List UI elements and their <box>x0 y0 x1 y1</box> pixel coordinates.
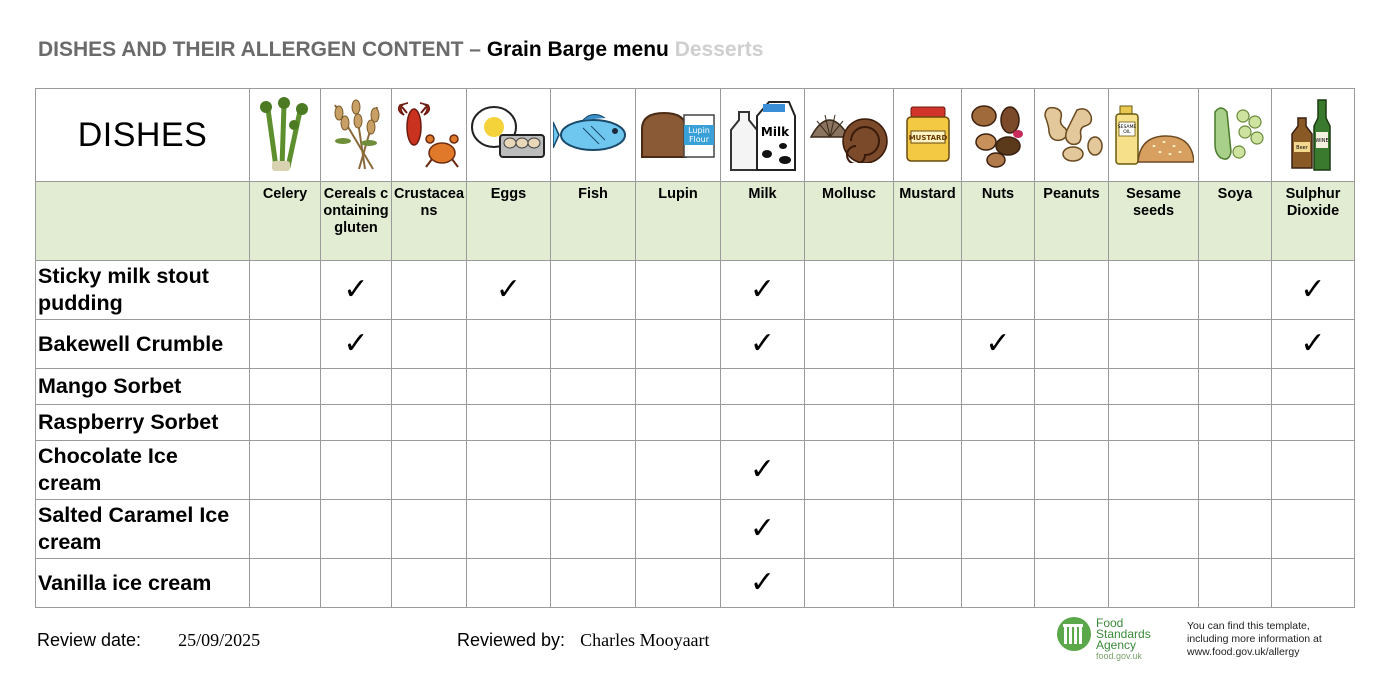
dish-name: Salted Caramel Ice cream <box>36 500 250 559</box>
allergen-cell <box>1272 320 1355 369</box>
allergen-cell <box>636 369 721 405</box>
check-icon: ✓ <box>749 565 776 600</box>
allergen-cell <box>805 441 894 500</box>
allergen-cell <box>467 559 551 608</box>
allergen-cell <box>467 320 551 369</box>
allergen-cell <box>1035 559 1109 608</box>
template-note <box>1187 620 1357 659</box>
allergen-icon-cell <box>636 89 721 182</box>
allergen-label: Milk <box>721 182 805 261</box>
label-row-spacer <box>36 182 250 261</box>
svg-text:Milk: Milk <box>760 125 789 139</box>
allergen-cell <box>1272 405 1355 441</box>
allergen-cell <box>1035 369 1109 405</box>
allergen-cell <box>721 261 805 320</box>
allergen-cell <box>1199 441 1272 500</box>
crustaceans-icon <box>392 97 466 173</box>
allergen-cell <box>721 559 805 608</box>
allergen-cell <box>1199 405 1272 441</box>
allergen-label: Cereals containing gluten <box>321 182 392 261</box>
allergen-cell <box>1109 261 1199 320</box>
allergen-cell <box>1109 500 1199 559</box>
check-icon: ✓ <box>749 272 776 307</box>
table-row <box>36 559 1355 608</box>
allergen-cell <box>1272 500 1355 559</box>
allergen-cell <box>1109 405 1199 441</box>
allergen-label: Mustard <box>894 182 962 261</box>
allergen-cell <box>1035 405 1109 441</box>
allergen-cell <box>551 369 636 405</box>
sulphur-dioxide-icon <box>1272 98 1354 172</box>
allergen-cell <box>636 320 721 369</box>
allergen-cell <box>1272 441 1355 500</box>
review-date-label: Review date: <box>37 630 142 650</box>
allergen-cell <box>894 559 962 608</box>
allergen-cell <box>392 559 467 608</box>
allergen-cell <box>321 369 392 405</box>
allergen-cell <box>551 441 636 500</box>
allergen-cell <box>551 559 636 608</box>
allergen-cell <box>392 441 467 500</box>
allergen-cell <box>1199 369 1272 405</box>
allergen-cell <box>321 441 392 500</box>
svg-text:WINE: WINE <box>1315 138 1329 144</box>
check-icon: ✓ <box>343 326 369 361</box>
allergen-cell <box>962 405 1035 441</box>
review-date-value: 25/09/2025 <box>178 630 261 650</box>
fsa-emblem-icon <box>1056 616 1092 656</box>
check-icon: ✓ <box>343 272 369 307</box>
allergen-cell <box>636 441 721 500</box>
allergen-cell <box>1272 369 1355 405</box>
peanuts-icon <box>1035 102 1108 168</box>
celery-icon <box>250 95 320 175</box>
allergen-cell <box>1109 559 1199 608</box>
allergen-cell <box>894 441 962 500</box>
svg-text:Flour: Flour <box>688 135 710 144</box>
soya-icon <box>1199 102 1271 168</box>
allergen-cell <box>1199 559 1272 608</box>
allergen-cell <box>1199 320 1272 369</box>
reviewed-by <box>457 630 710 651</box>
allergen-cell <box>894 261 962 320</box>
review-date <box>37 630 260 651</box>
allergen-cell <box>894 500 962 559</box>
allergen-icon-cell <box>1035 89 1109 182</box>
svg-text:SESAME: SESAME <box>1117 125 1136 130</box>
allergen-cell <box>636 559 721 608</box>
allergen-cell <box>1272 261 1355 320</box>
allergen-cell <box>962 320 1035 369</box>
allergen-table <box>35 88 1355 608</box>
allergen-label: Sesame seeds <box>1109 182 1199 261</box>
allergen-cell <box>551 500 636 559</box>
allergen-cell <box>321 405 392 441</box>
fsa-wordmark <box>1096 618 1151 662</box>
allergen-cell <box>392 320 467 369</box>
allergen-cell <box>721 500 805 559</box>
allergen-cell <box>962 261 1035 320</box>
svg-text:MUSTARD: MUSTARD <box>908 134 947 142</box>
allergen-cell <box>321 500 392 559</box>
dish-name: Chocolate Ice cream <box>36 441 250 500</box>
allergen-cell <box>467 441 551 500</box>
allergen-cell <box>1035 261 1109 320</box>
allergen-label: Crustaceans <box>392 182 467 261</box>
fsa-line-2: Standards <box>1096 627 1151 641</box>
dish-name: Sticky milk stout pudding <box>36 261 250 320</box>
allergen-cell <box>1035 500 1109 559</box>
allergen-cell <box>805 559 894 608</box>
svg-text:Beer: Beer <box>1296 145 1308 151</box>
allergen-icon-cell <box>1109 89 1199 182</box>
allergen-icon-cell <box>1199 89 1272 182</box>
allergen-icon-cell <box>721 89 805 182</box>
allergen-cell <box>1199 500 1272 559</box>
allergen-icon-cell <box>250 89 321 182</box>
title-prefix: DISHES AND THEIR ALLERGEN CONTENT – <box>38 38 487 61</box>
allergen-cell <box>805 405 894 441</box>
fish-icon <box>551 110 635 160</box>
reviewed-by-value: Charles Mooyaart <box>580 630 710 650</box>
allergen-label: Peanuts <box>1035 182 1109 261</box>
allergen-cell <box>1109 441 1199 500</box>
check-icon: ✓ <box>495 272 522 307</box>
check-icon: ✓ <box>1300 272 1326 307</box>
allergen-cell <box>1035 441 1109 500</box>
allergen-cell <box>250 500 321 559</box>
allergen-cell <box>250 405 321 441</box>
mustard-icon <box>894 105 961 165</box>
fsa-line-1: Food <box>1096 616 1124 630</box>
check-icon: ✓ <box>985 326 1011 361</box>
allergen-cell <box>805 320 894 369</box>
allergen-cell <box>805 261 894 320</box>
allergen-cell <box>551 405 636 441</box>
eggs-icon <box>467 103 550 167</box>
allergen-cell <box>250 441 321 500</box>
allergen-cell <box>321 559 392 608</box>
allergen-cell <box>894 405 962 441</box>
allergen-cell <box>721 405 805 441</box>
template-note-line-2: including more information at <box>1187 633 1322 645</box>
allergen-label: Sulphur Dioxide <box>1272 182 1355 261</box>
allergen-cell <box>551 261 636 320</box>
allergen-icon-cell <box>962 89 1035 182</box>
allergen-label: Nuts <box>962 182 1035 261</box>
dish-name: Bakewell Crumble <box>36 320 250 369</box>
allergen-label: Fish <box>551 182 636 261</box>
table-row <box>36 405 1355 441</box>
allergen-cell <box>962 500 1035 559</box>
allergen-cell <box>250 369 321 405</box>
dish-name: Raspberry Sorbet <box>36 405 250 441</box>
table-row <box>36 369 1355 405</box>
allergen-icon-cell <box>392 89 467 182</box>
allergen-icon-cell <box>467 89 551 182</box>
allergen-label: Eggs <box>467 182 551 261</box>
fsa-line-3: Agency <box>1096 638 1137 652</box>
fsa-url: food.gov.uk <box>1096 651 1142 661</box>
allergen-cell <box>467 369 551 405</box>
allergen-cell <box>636 500 721 559</box>
allergen-cell <box>894 320 962 369</box>
allergen-icon-cell <box>321 89 392 182</box>
allergen-cell <box>1109 369 1199 405</box>
allergen-icon-cell <box>1272 89 1355 182</box>
svg-text:Lupin: Lupin <box>688 126 710 135</box>
allergen-cell <box>392 369 467 405</box>
allergen-label: Lupin <box>636 182 721 261</box>
template-note-line-1: You can find this template, <box>1187 620 1310 632</box>
table-row <box>36 441 1355 500</box>
allergen-icon-cell <box>894 89 962 182</box>
allergen-cell <box>721 369 805 405</box>
milk-icon <box>721 96 804 174</box>
dish-name: Mango Sorbet <box>36 369 250 405</box>
table-row <box>36 500 1355 559</box>
allergen-label: Soya <box>1199 182 1272 261</box>
allergen-cell <box>392 261 467 320</box>
allergen-cell <box>962 369 1035 405</box>
allergen-cell <box>392 405 467 441</box>
allergen-cell <box>636 261 721 320</box>
allergen-cell <box>250 559 321 608</box>
lupin-icon <box>636 107 720 163</box>
check-icon: ✓ <box>1300 326 1326 361</box>
dish-name: Vanilla ice cream <box>36 559 250 608</box>
allergen-cell <box>1199 261 1272 320</box>
title-section: Desserts <box>668 38 764 61</box>
dishes-header: DISHES <box>36 89 250 182</box>
allergen-cell <box>467 405 551 441</box>
allergen-cell <box>962 441 1035 500</box>
allergen-icon-cell <box>551 89 636 182</box>
allergen-cell <box>250 261 321 320</box>
allergen-cell <box>1035 320 1109 369</box>
check-icon: ✓ <box>749 452 776 487</box>
template-note-line-3: www.food.gov.uk/allergy <box>1187 646 1300 658</box>
allergen-cell <box>467 261 551 320</box>
allergen-cell <box>551 320 636 369</box>
allergen-cell <box>392 500 467 559</box>
allergen-cell <box>1109 320 1199 369</box>
allergen-cell <box>321 261 392 320</box>
allergen-icon-cell <box>805 89 894 182</box>
allergen-cell <box>894 369 962 405</box>
title-menu: Grain Barge menu <box>486 38 669 61</box>
allergen-cell <box>1272 559 1355 608</box>
allergen-label: Mollusc <box>805 182 894 261</box>
nuts-icon <box>962 100 1034 170</box>
allergen-cell <box>805 369 894 405</box>
allergen-cell <box>962 559 1035 608</box>
allergen-cell <box>721 320 805 369</box>
allergen-cell <box>250 320 321 369</box>
allergen-cell <box>636 405 721 441</box>
page-title <box>38 38 763 62</box>
mollusc-icon <box>805 107 893 163</box>
check-icon: ✓ <box>749 326 776 361</box>
allergen-cell <box>805 500 894 559</box>
sesame-icon <box>1109 102 1198 168</box>
check-icon: ✓ <box>749 511 776 546</box>
table-row <box>36 261 1355 320</box>
allergen-cell <box>721 441 805 500</box>
allergen-label: Celery <box>250 182 321 261</box>
allergen-cell <box>321 320 392 369</box>
fsa-logo <box>1056 616 1151 662</box>
table-row <box>36 320 1355 369</box>
svg-text:OIL: OIL <box>1122 130 1131 135</box>
cereals-icon <box>321 95 391 175</box>
allergen-cell <box>467 500 551 559</box>
reviewed-by-label: Reviewed by: <box>457 630 566 650</box>
